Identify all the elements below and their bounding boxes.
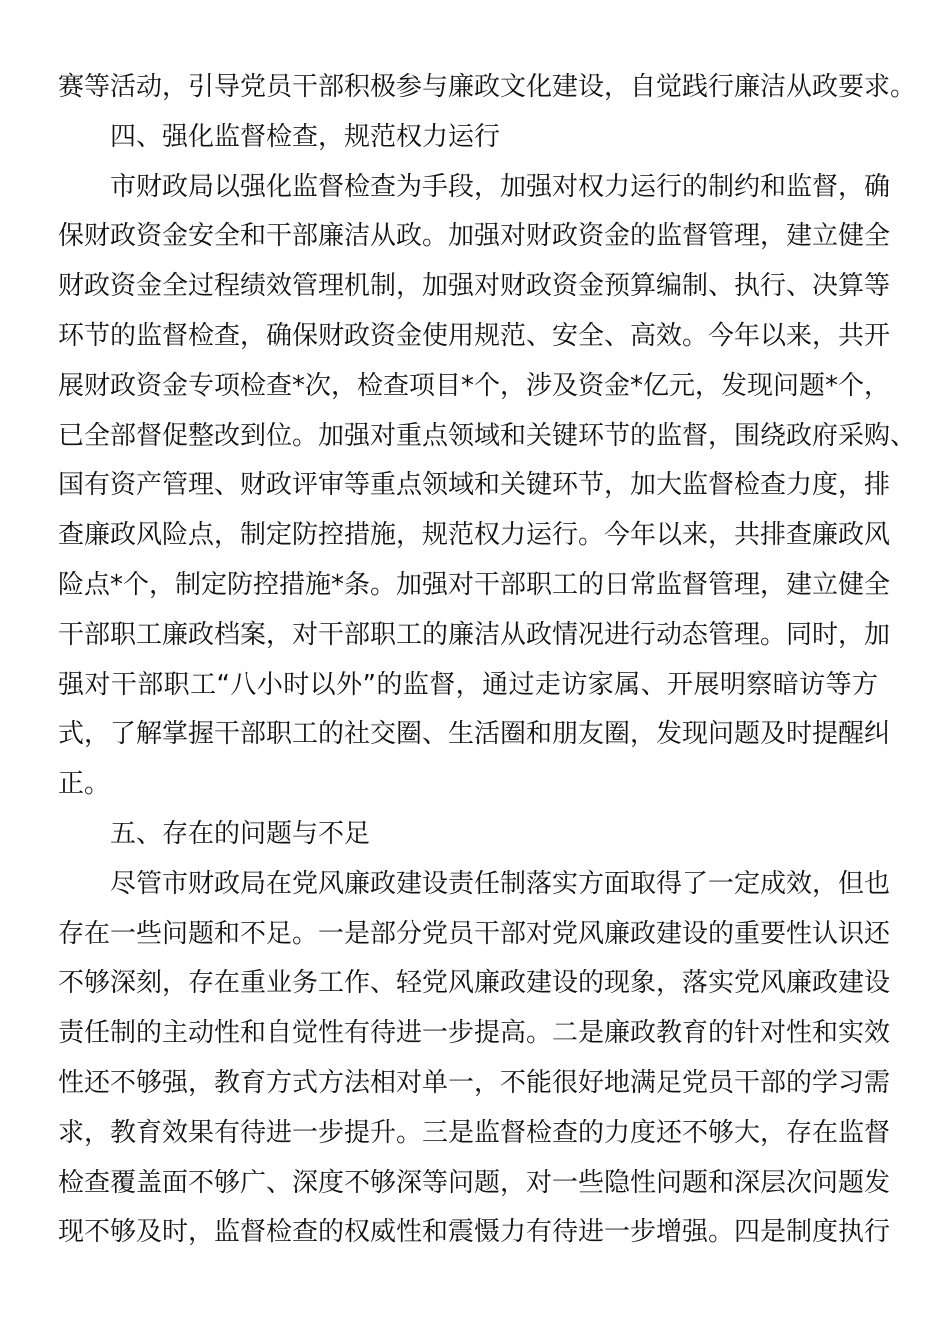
text-line: 财政资金全过程绩效管理机制，加强对财政资金预算编制、执行、决算等 — [58, 271, 891, 302]
section-heading-4: 四、强化监督检查，规范权力运行 — [110, 121, 501, 152]
text-line: 展财政资金专项检查*次，检查项目*个，涉及资金*亿元，发现问题*个， — [58, 370, 891, 401]
text-line: 存在一些问题和不足。一是部分党员干部对党风廉政建设的重要性认识还 — [58, 918, 891, 949]
text-line: 市财政局以强化监督检查为手段，加强对权力运行的制约和监督，确 — [110, 171, 891, 202]
text-line: 险点*个，制定防控措施*条。加强对干部职工的日常监督管理，建立健全 — [58, 569, 891, 600]
text-line: 检查覆盖面不够广、深度不够深等问题，对一些隐性问题和深层次问题发 — [58, 1167, 891, 1198]
text-line: 现不够及时，监督检查的权威性和震慑力有待进一步增强。四是制度执行 — [58, 1217, 891, 1248]
text-line: 性还不够强，教育方式方法相对单一，不能很好地满足党员干部的学习需 — [58, 1067, 891, 1098]
text-line: 强对干部职工“八小时以外”的监督，通过走访家属、开展明察暗访等方 — [58, 669, 878, 700]
text-line: 已全部督促整改到位。加强对重点领域和关键环节的监督，围绕政府采购、 — [58, 420, 917, 451]
section-heading-5: 五、存在的问题与不足 — [110, 818, 371, 849]
text-line: 求，教育效果有待进一步提升。三是监督检查的力度还不够大，存在监督 — [58, 1117, 891, 1148]
text-line: 尽管市财政局在党风廉政建设责任制落实方面取得了一定成效，但也 — [110, 868, 891, 899]
text-line: 责任制的主动性和自觉性有待进一步提高。二是廉政教育的针对性和实效 — [58, 1018, 891, 1049]
text-line: 式，了解掌握干部职工的社交圈、生活圈和朋友圈，发现问题及时提醒纠 — [58, 719, 891, 750]
text-line: 正。 — [58, 769, 111, 800]
text-line: 国有资产管理、财政评审等重点领域和关键环节，加大监督检查力度，排 — [58, 470, 891, 501]
text-line: 保财政资金安全和干部廉洁从政。加强对财政资金的监督管理，建立健全 — [58, 221, 891, 252]
document-body — [58, 63, 917, 1258]
text-line: 不够深刻，存在重业务工作、轻党风廉政建设的现象，落实党风廉政建设 — [58, 968, 891, 999]
text-line: 查廉政风险点，制定防控措施，规范权力运行。今年以来，共排查廉政风 — [58, 520, 891, 551]
text-line: 赛等活动，引导党员干部积极参与廉政文化建设，自觉践行廉洁从政要求。 — [58, 72, 917, 102]
text-line: 干部职工廉政档案，对干部职工的廉洁从政情况进行动态管理。同时，加 — [58, 619, 891, 650]
text-line: 环节的监督检查，确保财政资金使用规范、安全、高效。今年以来，共开 — [58, 320, 891, 351]
